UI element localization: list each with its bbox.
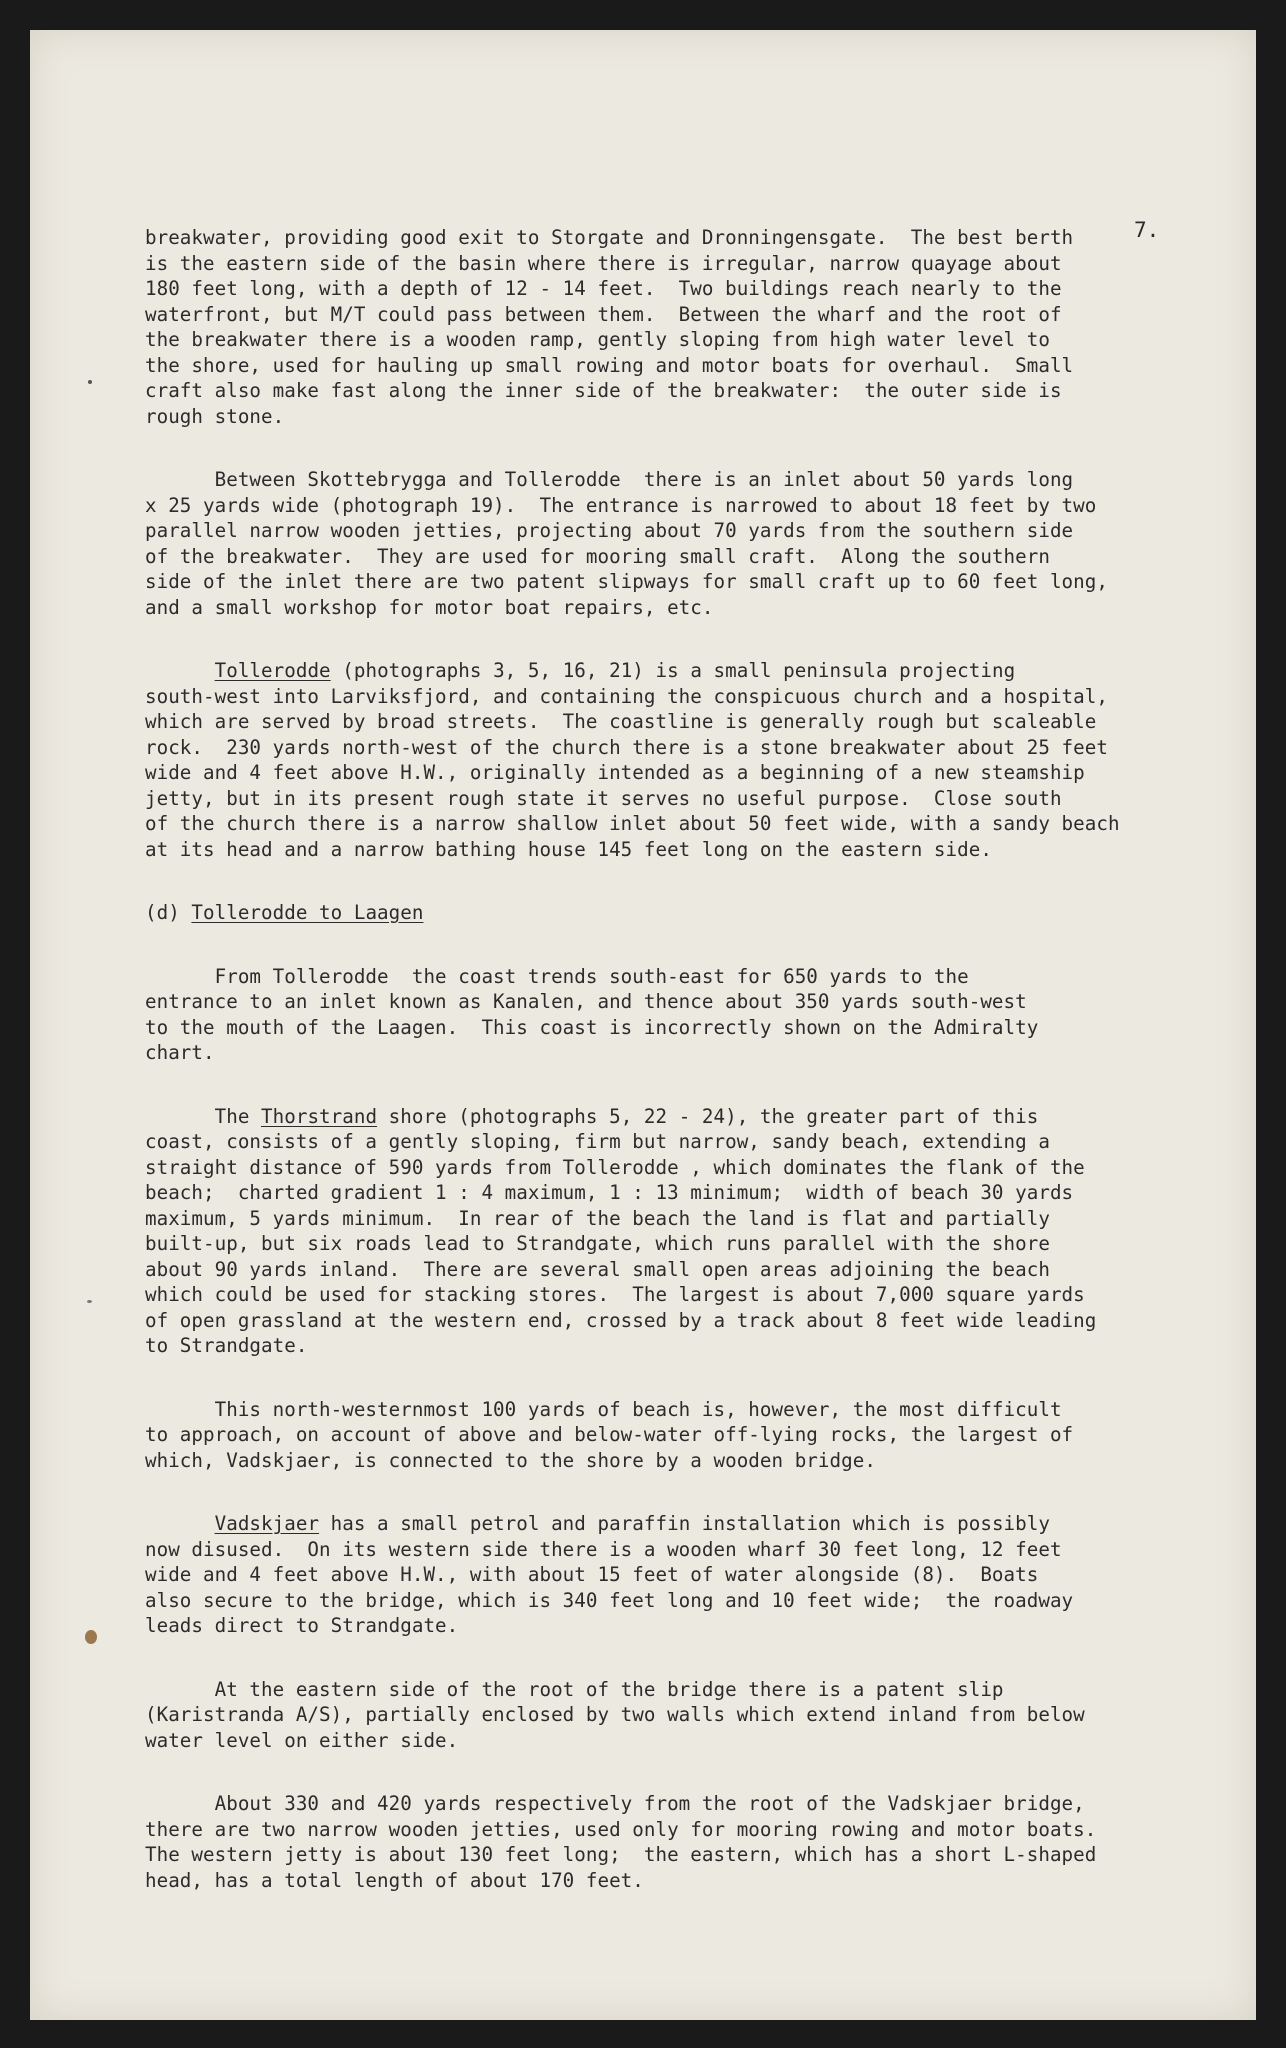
text-fragment: (photographs 3, 5, 16, 21) is a small peninsula projecting [330, 659, 1016, 682]
paper-mark [87, 1300, 92, 1303]
text-line: waterfront, but M/T could pass between them. Between the wharf and the root of [145, 302, 1062, 326]
text-line: coast, consists of a gently sloping, firm but narrow, sandy beach, extending a [145, 1130, 1050, 1153]
text-line: the breakwater there is a wooden ramp, gently sloping from high water level to [145, 328, 1050, 351]
section-heading [145, 900, 1225, 926]
text-line: now disused. On its western side there is a wooden wharf 30 feet long, 12 feet [145, 1537, 1062, 1561]
text-line [145, 658, 1225, 684]
text-line: about 90 yards inland. There are several small open areas adjoining the beach [145, 1257, 1050, 1281]
text-line: 180 feet long, with a depth of 12 - 14 feet. Two buildings reach nearly to the [145, 277, 1062, 300]
paragraph [145, 1511, 1225, 1639]
text-line: entrance to an inlet known as Kanalen, and thence about 350 yards south-west [145, 990, 1027, 1013]
text-line: of the church there is a narrow shallow inlet about 50 feet wide, with a sandy beach [145, 812, 1120, 835]
text-line: which are served by broad streets. The coastline is generally rough but scaleable [145, 710, 1097, 733]
paragraph [145, 1791, 1225, 1893]
paragraph [145, 1397, 1225, 1474]
text-line [145, 1511, 1225, 1537]
text-line: jetty, but in its present rough state it serves no useful purpose. Close south [145, 786, 1062, 810]
text-line: straight distance of 590 yards from Tollerodde , which dominates the flank of the [145, 1155, 1085, 1179]
text-line: also secure to the bridge, which is 340 feet long and 10 feet wide; the roadway [145, 1588, 1074, 1612]
text-line: at its head and a narrow bathing house 145 feet long on the eastern side. [145, 837, 992, 861]
text-line: beach; charted gradient 1 : 4 maximum, 1 : 13 minimum; width of beach 30 yards [145, 1181, 1074, 1204]
text-line [145, 1104, 1225, 1130]
text-line: built-up, but six roads lead to Strandgate, which runs parallel with the shore [145, 1232, 1050, 1255]
paragraph [145, 964, 1225, 1066]
heading-title: Tollerodde to Laagen [191, 901, 424, 924]
text-line: chart. [145, 1041, 215, 1064]
heading-prefix: (d) [145, 901, 192, 924]
text-line: of open grassland at the western end, crossed by a track about 8 feet wide leading [145, 1308, 1097, 1332]
paragraph [145, 658, 1225, 862]
text-fragment: The [145, 1104, 262, 1128]
paragraph [145, 225, 1225, 429]
text-line: water level on either side. [145, 1728, 459, 1752]
text-line: to the mouth of the Laagen. This coast is incorrectly shown on the Admiralty [145, 1015, 1039, 1039]
text-line: head, has a total length of about 170 feet. [145, 1868, 644, 1892]
text-line: which could be used for stacking stores. The largest is about 7,000 square yards [145, 1283, 1085, 1306]
text-line: (Karistranda A/S), partially enclosed by two walls which extend inland from below [145, 1703, 1085, 1726]
text-line: wide and 4 feet above H.W., with about 15 feet of water alongside (8). Boats [145, 1563, 1039, 1586]
text-line: to Strandgate. [145, 1334, 308, 1357]
text-line: which, Vadskjaer, is connected to the shore by a wooden bridge. [145, 1448, 876, 1472]
text-line: parallel narrow wooden jetties, projecting about 70 yards from the southern side [145, 519, 1074, 542]
text-line: craft also make fast along the inner side of the breakwater: the outer side is [145, 379, 1062, 402]
text-fragment: has a small petrol and paraffin installation which is possibly [319, 1512, 1050, 1535]
text-line: At the eastern side of the root of the bridge there is a patent slip [145, 1677, 1004, 1701]
document-body [145, 225, 1225, 1931]
text-line: and a small workshop for motor boat repairs, etc. [145, 595, 714, 619]
underlined-term: Thorstrand [261, 1104, 378, 1128]
paragraph [145, 1104, 1225, 1359]
text-line: to approach, on account of above and below-water off-lying rocks, the largest of [145, 1423, 1074, 1446]
text-line: the shore, used for hauling up small rowing and motor boats for overhaul. Small [145, 353, 1074, 377]
text-line: breakwater, providing good exit to Storgate and Dronningensgate. The best berth [145, 226, 1074, 249]
text-line: Between Skottebrygga and Tollerodde there is an inlet about 50 yards long [145, 468, 1074, 491]
paragraph [145, 1677, 1225, 1754]
text-line: side of the inlet there are two patent slipways for small craft up to 60 feet long, [145, 570, 1108, 593]
underlined-term: Tollerodde [214, 659, 331, 682]
text-line: there are two narrow wooden jetties, used only for mooring rowing and motor boats. [145, 1817, 1097, 1841]
text-line: leads direct to Strandgate. [145, 1614, 459, 1637]
text-line: x 25 yards wide (photograph 19). The entrance is narrowed to about 18 feet by two [145, 493, 1097, 517]
text-line: wide and 4 feet above H.W., originally intended as a beginning of a new steamship [145, 761, 1085, 784]
text-line: rough stone. [145, 404, 285, 428]
text-line: The western jetty is about 130 feet long; the eastern, which has a short L-shaped [145, 1843, 1097, 1866]
underlined-term: Vadskjaer [214, 1512, 320, 1535]
page-number: 7. [1134, 218, 1160, 242]
paragraph [145, 467, 1225, 620]
text-line: rock. 230 yards north-west of the church there is a stone breakwater about 25 feet [145, 735, 1108, 759]
text-line [145, 900, 1225, 926]
text-line: is the eastern side of the basin where there is irregular, narrow quayage about [145, 251, 1062, 275]
text-line: This north-westernmost 100 yards of beach is, however, the most difficult [145, 1397, 1062, 1421]
paper-mark [88, 380, 92, 384]
text-line: About 330 and 420 yards respectively from the root of the Vadskjaer bridge, [145, 1792, 1085, 1815]
text-fragment: shore (photographs 5, 22 - 24), the greater part of this [377, 1104, 1039, 1128]
text-line: maximum, 5 yards minimum. In rear of the beach the land is flat and partially [145, 1206, 1050, 1230]
rust-stain [85, 1630, 97, 1644]
text-line: of the breakwater. They are used for mooring small craft. Along the southern [145, 544, 1050, 568]
text-line: From Tollerodde the coast trends south-east for 650 yards to the [145, 964, 969, 988]
text-line: south-west into Larviksfjord, and containing the conspicuous church and a hospital, [145, 684, 1108, 708]
